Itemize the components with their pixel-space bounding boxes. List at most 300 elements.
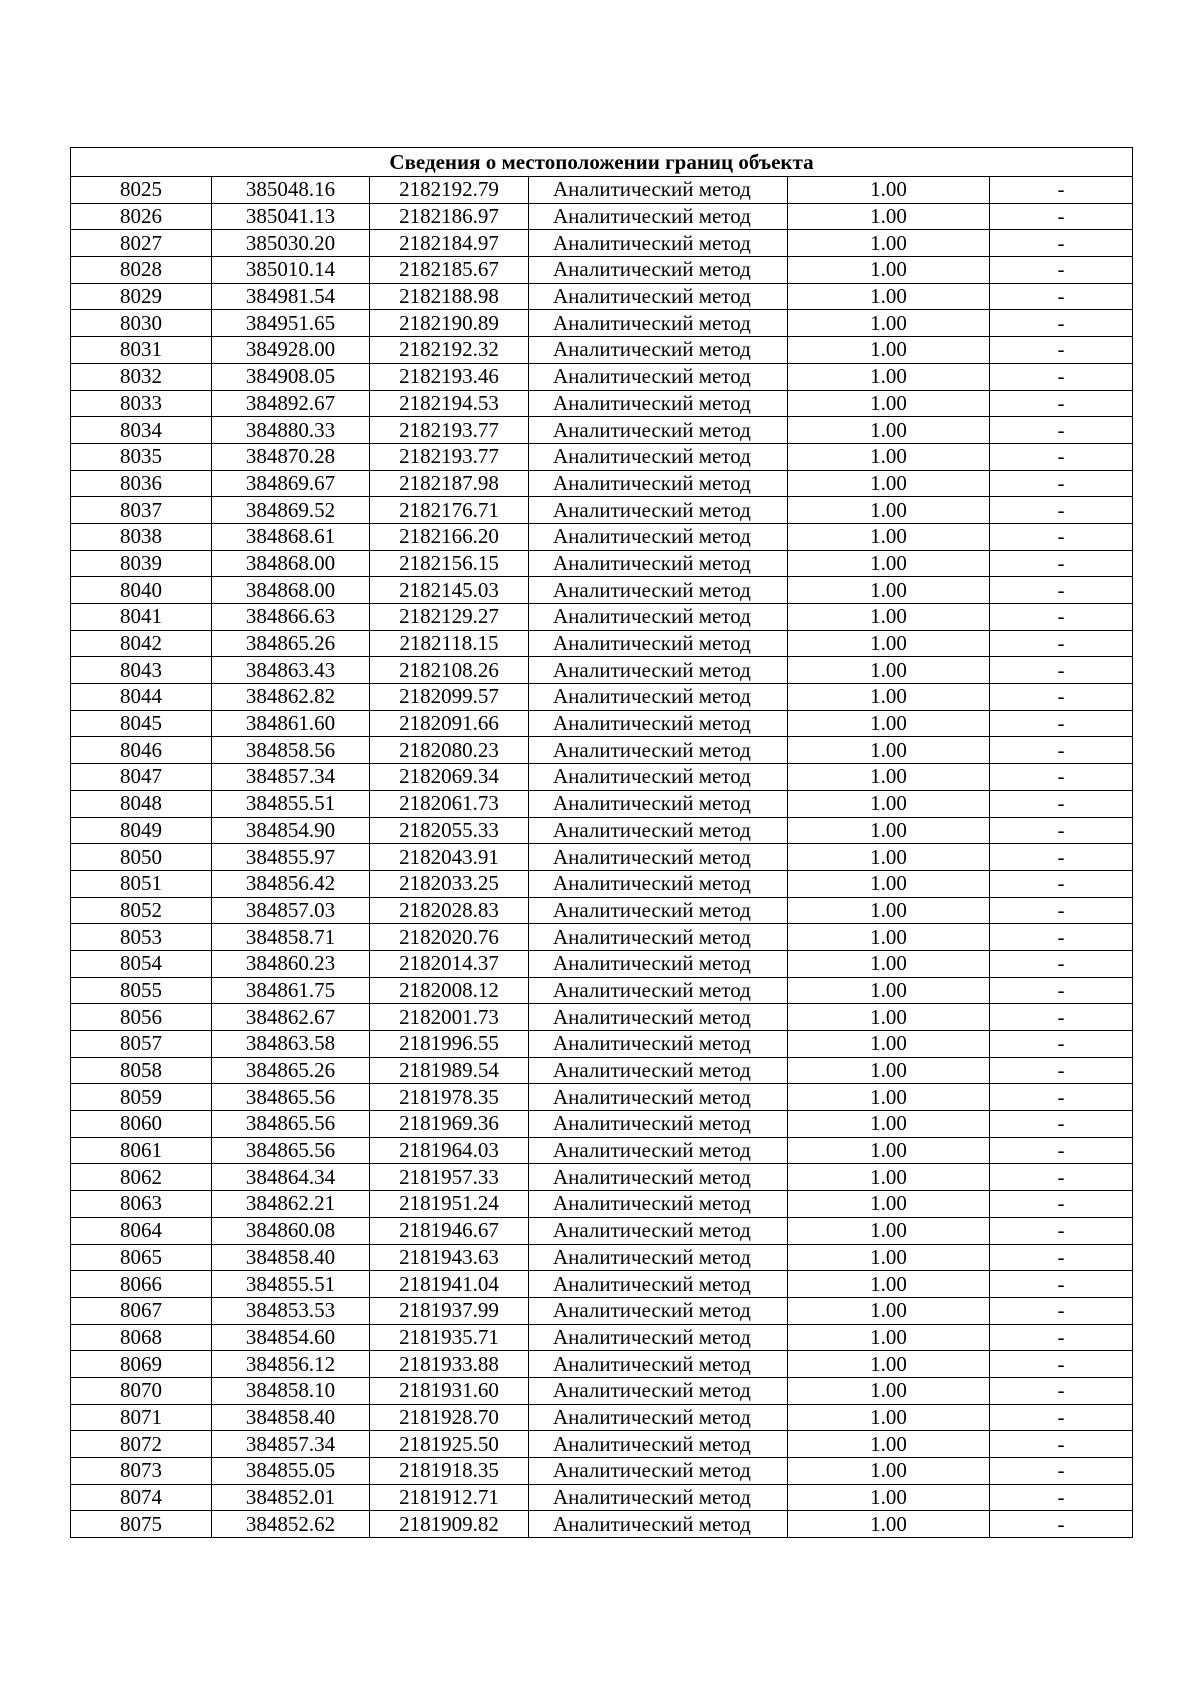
x-coordinate-cell: 384862.82: [212, 684, 370, 711]
point-number-cell: 8043: [71, 657, 212, 684]
table-row: [71, 1297, 1133, 1324]
accuracy-cell: 1.00: [788, 230, 990, 257]
point-number-cell: 8031: [71, 337, 212, 364]
x-coordinate-cell: 384865.56: [212, 1084, 370, 1111]
accuracy-cell: 1.00: [788, 1271, 990, 1298]
y-coordinate-cell: 2182184.97: [370, 230, 529, 257]
x-coordinate-cell: 384880.33: [212, 417, 370, 444]
method-cell: Аналитический метод: [529, 1084, 788, 1111]
y-coordinate-cell: 2182043.91: [370, 844, 529, 871]
accuracy-cell: 1.00: [788, 737, 990, 764]
method-cell: Аналитический метод: [529, 764, 788, 791]
description-cell: -: [990, 1431, 1133, 1458]
method-cell: Аналитический метод: [529, 1164, 788, 1191]
description-cell: -: [990, 844, 1133, 871]
method-cell: Аналитический метод: [529, 417, 788, 444]
table-row: [71, 1377, 1133, 1404]
point-number-cell: 8030: [71, 310, 212, 337]
point-number-cell: 8065: [71, 1244, 212, 1271]
method-cell: Аналитический метод: [529, 657, 788, 684]
table-row: [71, 604, 1133, 631]
table-row: [71, 1404, 1133, 1431]
y-coordinate-cell: 2181943.63: [370, 1244, 529, 1271]
description-cell: -: [990, 1084, 1133, 1111]
description-cell: -: [990, 710, 1133, 737]
point-number-cell: 8053: [71, 924, 212, 951]
point-number-cell: 8074: [71, 1484, 212, 1511]
accuracy-cell: 1.00: [788, 1484, 990, 1511]
x-coordinate-cell: 384863.58: [212, 1031, 370, 1058]
method-cell: Аналитический метод: [529, 497, 788, 524]
x-coordinate-cell: 384865.56: [212, 1111, 370, 1138]
table-row: [71, 737, 1133, 764]
accuracy-cell: 1.00: [788, 684, 990, 711]
accuracy-cell: 1.00: [788, 870, 990, 897]
method-cell: Аналитический метод: [529, 1484, 788, 1511]
point-number-cell: 8056: [71, 1004, 212, 1031]
accuracy-cell: 1.00: [788, 203, 990, 230]
point-number-cell: 8047: [71, 764, 212, 791]
x-coordinate-cell: 384856.12: [212, 1351, 370, 1378]
description-cell: -: [990, 577, 1133, 604]
description-cell: -: [990, 684, 1133, 711]
method-cell: Аналитический метод: [529, 1351, 788, 1378]
point-number-cell: 8073: [71, 1458, 212, 1485]
table-row: [71, 924, 1133, 951]
y-coordinate-cell: 2182091.66: [370, 710, 529, 737]
table-row: [71, 470, 1133, 497]
y-coordinate-cell: 2182080.23: [370, 737, 529, 764]
x-coordinate-cell: 384868.61: [212, 523, 370, 550]
table-row: [71, 497, 1133, 524]
table-row: [71, 1217, 1133, 1244]
description-cell: -: [990, 1111, 1133, 1138]
description-cell: -: [990, 817, 1133, 844]
description-cell: -: [990, 1057, 1133, 1084]
y-coordinate-cell: 2182014.37: [370, 950, 529, 977]
accuracy-cell: 1.00: [788, 950, 990, 977]
x-coordinate-cell: 384862.67: [212, 1004, 370, 1031]
table-row: [71, 1191, 1133, 1218]
description-cell: -: [990, 870, 1133, 897]
description-cell: -: [990, 550, 1133, 577]
description-cell: -: [990, 497, 1133, 524]
table-row: [71, 870, 1133, 897]
y-coordinate-cell: 2181996.55: [370, 1031, 529, 1058]
y-coordinate-cell: 2181933.88: [370, 1351, 529, 1378]
table-row: [71, 390, 1133, 417]
table-row: [71, 523, 1133, 550]
table-row: [71, 1137, 1133, 1164]
method-cell: Аналитический метод: [529, 550, 788, 577]
y-coordinate-cell: 2181957.33: [370, 1164, 529, 1191]
method-cell: Аналитический метод: [529, 1431, 788, 1458]
description-cell: -: [990, 1404, 1133, 1431]
method-cell: Аналитический метод: [529, 817, 788, 844]
description-cell: -: [990, 737, 1133, 764]
description-cell: -: [990, 897, 1133, 924]
method-cell: Аналитический метод: [529, 710, 788, 737]
point-number-cell: 8069: [71, 1351, 212, 1378]
y-coordinate-cell: 2182118.15: [370, 630, 529, 657]
y-coordinate-cell: 2181969.36: [370, 1111, 529, 1138]
table-row: [71, 203, 1133, 230]
table-row: [71, 283, 1133, 310]
x-coordinate-cell: 384855.97: [212, 844, 370, 871]
x-coordinate-cell: 385030.20: [212, 230, 370, 257]
y-coordinate-cell: 2182061.73: [370, 790, 529, 817]
x-coordinate-cell: 384892.67: [212, 390, 370, 417]
accuracy-cell: 1.00: [788, 1084, 990, 1111]
accuracy-cell: 1.00: [788, 337, 990, 364]
y-coordinate-cell: 2182020.76: [370, 924, 529, 951]
point-number-cell: 8044: [71, 684, 212, 711]
x-coordinate-cell: 384852.01: [212, 1484, 370, 1511]
x-coordinate-cell: 384868.00: [212, 550, 370, 577]
method-cell: Аналитический метод: [529, 1404, 788, 1431]
method-cell: Аналитический метод: [529, 1511, 788, 1538]
description-cell: -: [990, 924, 1133, 951]
x-coordinate-cell: 384866.63: [212, 604, 370, 631]
point-number-cell: 8070: [71, 1377, 212, 1404]
point-number-cell: 8071: [71, 1404, 212, 1431]
table-row: [71, 817, 1133, 844]
y-coordinate-cell: 2182193.77: [370, 443, 529, 470]
accuracy-cell: 1.00: [788, 497, 990, 524]
method-cell: Аналитический метод: [529, 310, 788, 337]
table-body: [71, 148, 1133, 1538]
method-cell: Аналитический метод: [529, 1324, 788, 1351]
accuracy-cell: 1.00: [788, 310, 990, 337]
table-row: [71, 1057, 1133, 1084]
description-cell: -: [990, 1137, 1133, 1164]
description-cell: -: [990, 470, 1133, 497]
point-number-cell: 8029: [71, 283, 212, 310]
point-number-cell: 8051: [71, 870, 212, 897]
x-coordinate-cell: 384928.00: [212, 337, 370, 364]
point-number-cell: 8038: [71, 523, 212, 550]
point-number-cell: 8060: [71, 1111, 212, 1138]
point-number-cell: 8072: [71, 1431, 212, 1458]
accuracy-cell: 1.00: [788, 710, 990, 737]
accuracy-cell: 1.00: [788, 257, 990, 284]
y-coordinate-cell: 2182193.46: [370, 363, 529, 390]
method-cell: Аналитический метод: [529, 870, 788, 897]
point-number-cell: 8026: [71, 203, 212, 230]
description-cell: -: [990, 1297, 1133, 1324]
y-coordinate-cell: 2182194.53: [370, 390, 529, 417]
y-coordinate-cell: 2181928.70: [370, 1404, 529, 1431]
accuracy-cell: 1.00: [788, 1377, 990, 1404]
x-coordinate-cell: 384861.60: [212, 710, 370, 737]
x-coordinate-cell: 384865.26: [212, 630, 370, 657]
x-coordinate-cell: 384869.52: [212, 497, 370, 524]
accuracy-cell: 1.00: [788, 1111, 990, 1138]
method-cell: Аналитический метод: [529, 604, 788, 631]
method-cell: Аналитический метод: [529, 1244, 788, 1271]
accuracy-cell: 1.00: [788, 390, 990, 417]
y-coordinate-cell: 2182192.79: [370, 177, 529, 204]
method-cell: Аналитический метод: [529, 684, 788, 711]
accuracy-cell: 1.00: [788, 1431, 990, 1458]
y-coordinate-cell: 2182186.97: [370, 203, 529, 230]
table-row: [71, 977, 1133, 1004]
point-number-cell: 8075: [71, 1511, 212, 1538]
y-coordinate-cell: 2182069.34: [370, 764, 529, 791]
description-cell: -: [990, 764, 1133, 791]
point-number-cell: 8064: [71, 1217, 212, 1244]
point-number-cell: 8061: [71, 1137, 212, 1164]
point-number-cell: 8063: [71, 1191, 212, 1218]
description-cell: -: [990, 1191, 1133, 1218]
table-row: [71, 790, 1133, 817]
x-coordinate-cell: 384858.10: [212, 1377, 370, 1404]
accuracy-cell: 1.00: [788, 1324, 990, 1351]
x-coordinate-cell: 384852.62: [212, 1511, 370, 1538]
table-row: [71, 230, 1133, 257]
accuracy-cell: 1.00: [788, 523, 990, 550]
method-cell: Аналитический метод: [529, 443, 788, 470]
x-coordinate-cell: 384854.90: [212, 817, 370, 844]
x-coordinate-cell: 384869.67: [212, 470, 370, 497]
y-coordinate-cell: 2181951.24: [370, 1191, 529, 1218]
y-coordinate-cell: 2182145.03: [370, 577, 529, 604]
description-cell: -: [990, 310, 1133, 337]
x-coordinate-cell: 384865.26: [212, 1057, 370, 1084]
x-coordinate-cell: 384864.34: [212, 1164, 370, 1191]
x-coordinate-cell: 384951.65: [212, 310, 370, 337]
description-cell: -: [990, 257, 1133, 284]
accuracy-cell: 1.00: [788, 1404, 990, 1431]
description-cell: -: [990, 1324, 1133, 1351]
x-coordinate-cell: 384865.56: [212, 1137, 370, 1164]
point-number-cell: 8025: [71, 177, 212, 204]
point-number-cell: 8028: [71, 257, 212, 284]
accuracy-cell: 1.00: [788, 977, 990, 1004]
table-row: [71, 1431, 1133, 1458]
x-coordinate-cell: 384858.40: [212, 1404, 370, 1431]
method-cell: Аналитический метод: [529, 257, 788, 284]
method-cell: Аналитический метод: [529, 203, 788, 230]
accuracy-cell: 1.00: [788, 1164, 990, 1191]
y-coordinate-cell: 2182129.27: [370, 604, 529, 631]
accuracy-cell: 1.00: [788, 1137, 990, 1164]
point-number-cell: 8066: [71, 1271, 212, 1298]
method-cell: Аналитический метод: [529, 897, 788, 924]
description-cell: -: [990, 950, 1133, 977]
description-cell: -: [990, 337, 1133, 364]
point-number-cell: 8039: [71, 550, 212, 577]
x-coordinate-cell: 384858.40: [212, 1244, 370, 1271]
description-cell: -: [990, 1271, 1133, 1298]
table-row: [71, 1031, 1133, 1058]
x-coordinate-cell: 385048.16: [212, 177, 370, 204]
method-cell: Аналитический метод: [529, 950, 788, 977]
y-coordinate-cell: 2182166.20: [370, 523, 529, 550]
table-row: [71, 1458, 1133, 1485]
description-cell: -: [990, 230, 1133, 257]
table-row: [71, 417, 1133, 444]
description-cell: -: [990, 604, 1133, 631]
y-coordinate-cell: 2181941.04: [370, 1271, 529, 1298]
point-number-cell: 8033: [71, 390, 212, 417]
title-row: [71, 148, 1133, 177]
x-coordinate-cell: 384981.54: [212, 283, 370, 310]
x-coordinate-cell: 384860.08: [212, 1217, 370, 1244]
table-row: [71, 550, 1133, 577]
x-coordinate-cell: 384854.60: [212, 1324, 370, 1351]
accuracy-cell: 1.00: [788, 443, 990, 470]
x-coordinate-cell: 384860.23: [212, 950, 370, 977]
accuracy-cell: 1.00: [788, 1511, 990, 1538]
point-number-cell: 8055: [71, 977, 212, 1004]
y-coordinate-cell: 2181989.54: [370, 1057, 529, 1084]
y-coordinate-cell: 2182099.57: [370, 684, 529, 711]
y-coordinate-cell: 2182192.32: [370, 337, 529, 364]
point-number-cell: 8049: [71, 817, 212, 844]
method-cell: Аналитический метод: [529, 737, 788, 764]
method-cell: Аналитический метод: [529, 790, 788, 817]
y-coordinate-cell: 2181918.35: [370, 1458, 529, 1485]
y-coordinate-cell: 2181937.99: [370, 1297, 529, 1324]
table-row: [71, 1511, 1133, 1538]
description-cell: -: [990, 977, 1133, 1004]
y-coordinate-cell: 2182187.98: [370, 470, 529, 497]
accuracy-cell: 1.00: [788, 1057, 990, 1084]
description-cell: -: [990, 657, 1133, 684]
table-row: [71, 363, 1133, 390]
y-coordinate-cell: 2182185.67: [370, 257, 529, 284]
y-coordinate-cell: 2181946.67: [370, 1217, 529, 1244]
accuracy-cell: 1.00: [788, 1191, 990, 1218]
point-number-cell: 8036: [71, 470, 212, 497]
point-number-cell: 8067: [71, 1297, 212, 1324]
description-cell: -: [990, 1511, 1133, 1538]
description-cell: -: [990, 1031, 1133, 1058]
method-cell: Аналитический метод: [529, 337, 788, 364]
y-coordinate-cell: 2181925.50: [370, 1431, 529, 1458]
point-number-cell: 8048: [71, 790, 212, 817]
x-coordinate-cell: 384858.56: [212, 737, 370, 764]
table-row: [71, 1111, 1133, 1138]
table-row: [71, 443, 1133, 470]
y-coordinate-cell: 2181912.71: [370, 1484, 529, 1511]
table-row: [71, 710, 1133, 737]
description-cell: -: [990, 390, 1133, 417]
x-coordinate-cell: 384856.42: [212, 870, 370, 897]
x-coordinate-cell: 384861.75: [212, 977, 370, 1004]
method-cell: Аналитический метод: [529, 523, 788, 550]
table-row: [71, 764, 1133, 791]
accuracy-cell: 1.00: [788, 1244, 990, 1271]
point-number-cell: 8068: [71, 1324, 212, 1351]
y-coordinate-cell: 2182008.12: [370, 977, 529, 1004]
x-coordinate-cell: 384870.28: [212, 443, 370, 470]
accuracy-cell: 1.00: [788, 1031, 990, 1058]
accuracy-cell: 1.00: [788, 177, 990, 204]
point-number-cell: 8045: [71, 710, 212, 737]
description-cell: -: [990, 363, 1133, 390]
table-row: [71, 897, 1133, 924]
accuracy-cell: 1.00: [788, 1351, 990, 1378]
method-cell: Аналитический метод: [529, 363, 788, 390]
table-row: [71, 177, 1133, 204]
x-coordinate-cell: 384868.00: [212, 577, 370, 604]
method-cell: Аналитический метод: [529, 470, 788, 497]
method-cell: Аналитический метод: [529, 1377, 788, 1404]
point-number-cell: 8058: [71, 1057, 212, 1084]
point-number-cell: 8046: [71, 737, 212, 764]
accuracy-cell: 1.00: [788, 577, 990, 604]
method-cell: Аналитический метод: [529, 390, 788, 417]
method-cell: Аналитический метод: [529, 1137, 788, 1164]
point-number-cell: 8041: [71, 604, 212, 631]
accuracy-cell: 1.00: [788, 1004, 990, 1031]
point-number-cell: 8059: [71, 1084, 212, 1111]
table-row: [71, 950, 1133, 977]
y-coordinate-cell: 2181931.60: [370, 1377, 529, 1404]
x-coordinate-cell: 384855.51: [212, 790, 370, 817]
method-cell: Аналитический метод: [529, 630, 788, 657]
description-cell: -: [990, 177, 1133, 204]
y-coordinate-cell: 2181909.82: [370, 1511, 529, 1538]
table-row: [71, 310, 1133, 337]
point-number-cell: 8062: [71, 1164, 212, 1191]
y-coordinate-cell: 2182055.33: [370, 817, 529, 844]
method-cell: Аналитический метод: [529, 283, 788, 310]
accuracy-cell: 1.00: [788, 283, 990, 310]
table-title: Сведения о местоположении границ объекта: [71, 148, 1133, 177]
x-coordinate-cell: 384853.53: [212, 1297, 370, 1324]
method-cell: Аналитический метод: [529, 177, 788, 204]
point-number-cell: 8054: [71, 950, 212, 977]
method-cell: Аналитический метод: [529, 844, 788, 871]
x-coordinate-cell: 384862.21: [212, 1191, 370, 1218]
table-row: [71, 257, 1133, 284]
x-coordinate-cell: 384857.34: [212, 764, 370, 791]
accuracy-cell: 1.00: [788, 363, 990, 390]
y-coordinate-cell: 2182033.25: [370, 870, 529, 897]
description-cell: -: [990, 1164, 1133, 1191]
method-cell: Аналитический метод: [529, 1111, 788, 1138]
point-number-cell: 8032: [71, 363, 212, 390]
point-number-cell: 8042: [71, 630, 212, 657]
table-row: [71, 1164, 1133, 1191]
point-number-cell: 8027: [71, 230, 212, 257]
accuracy-cell: 1.00: [788, 924, 990, 951]
table-row: [71, 684, 1133, 711]
x-coordinate-cell: 384858.71: [212, 924, 370, 951]
y-coordinate-cell: 2182188.98: [370, 283, 529, 310]
y-coordinate-cell: 2181964.03: [370, 1137, 529, 1164]
y-coordinate-cell: 2182156.15: [370, 550, 529, 577]
point-number-cell: 8057: [71, 1031, 212, 1058]
y-coordinate-cell: 2182001.73: [370, 1004, 529, 1031]
method-cell: Аналитический метод: [529, 1004, 788, 1031]
description-cell: -: [990, 417, 1133, 444]
description-cell: -: [990, 1484, 1133, 1511]
method-cell: Аналитический метод: [529, 1271, 788, 1298]
table-row: [71, 577, 1133, 604]
point-number-cell: 8040: [71, 577, 212, 604]
accuracy-cell: 1.00: [788, 550, 990, 577]
method-cell: Аналитический метод: [529, 1191, 788, 1218]
table-row: [71, 337, 1133, 364]
y-coordinate-cell: 2182028.83: [370, 897, 529, 924]
x-coordinate-cell: 384855.51: [212, 1271, 370, 1298]
method-cell: Аналитический метод: [529, 1458, 788, 1485]
x-coordinate-cell: 385041.13: [212, 203, 370, 230]
